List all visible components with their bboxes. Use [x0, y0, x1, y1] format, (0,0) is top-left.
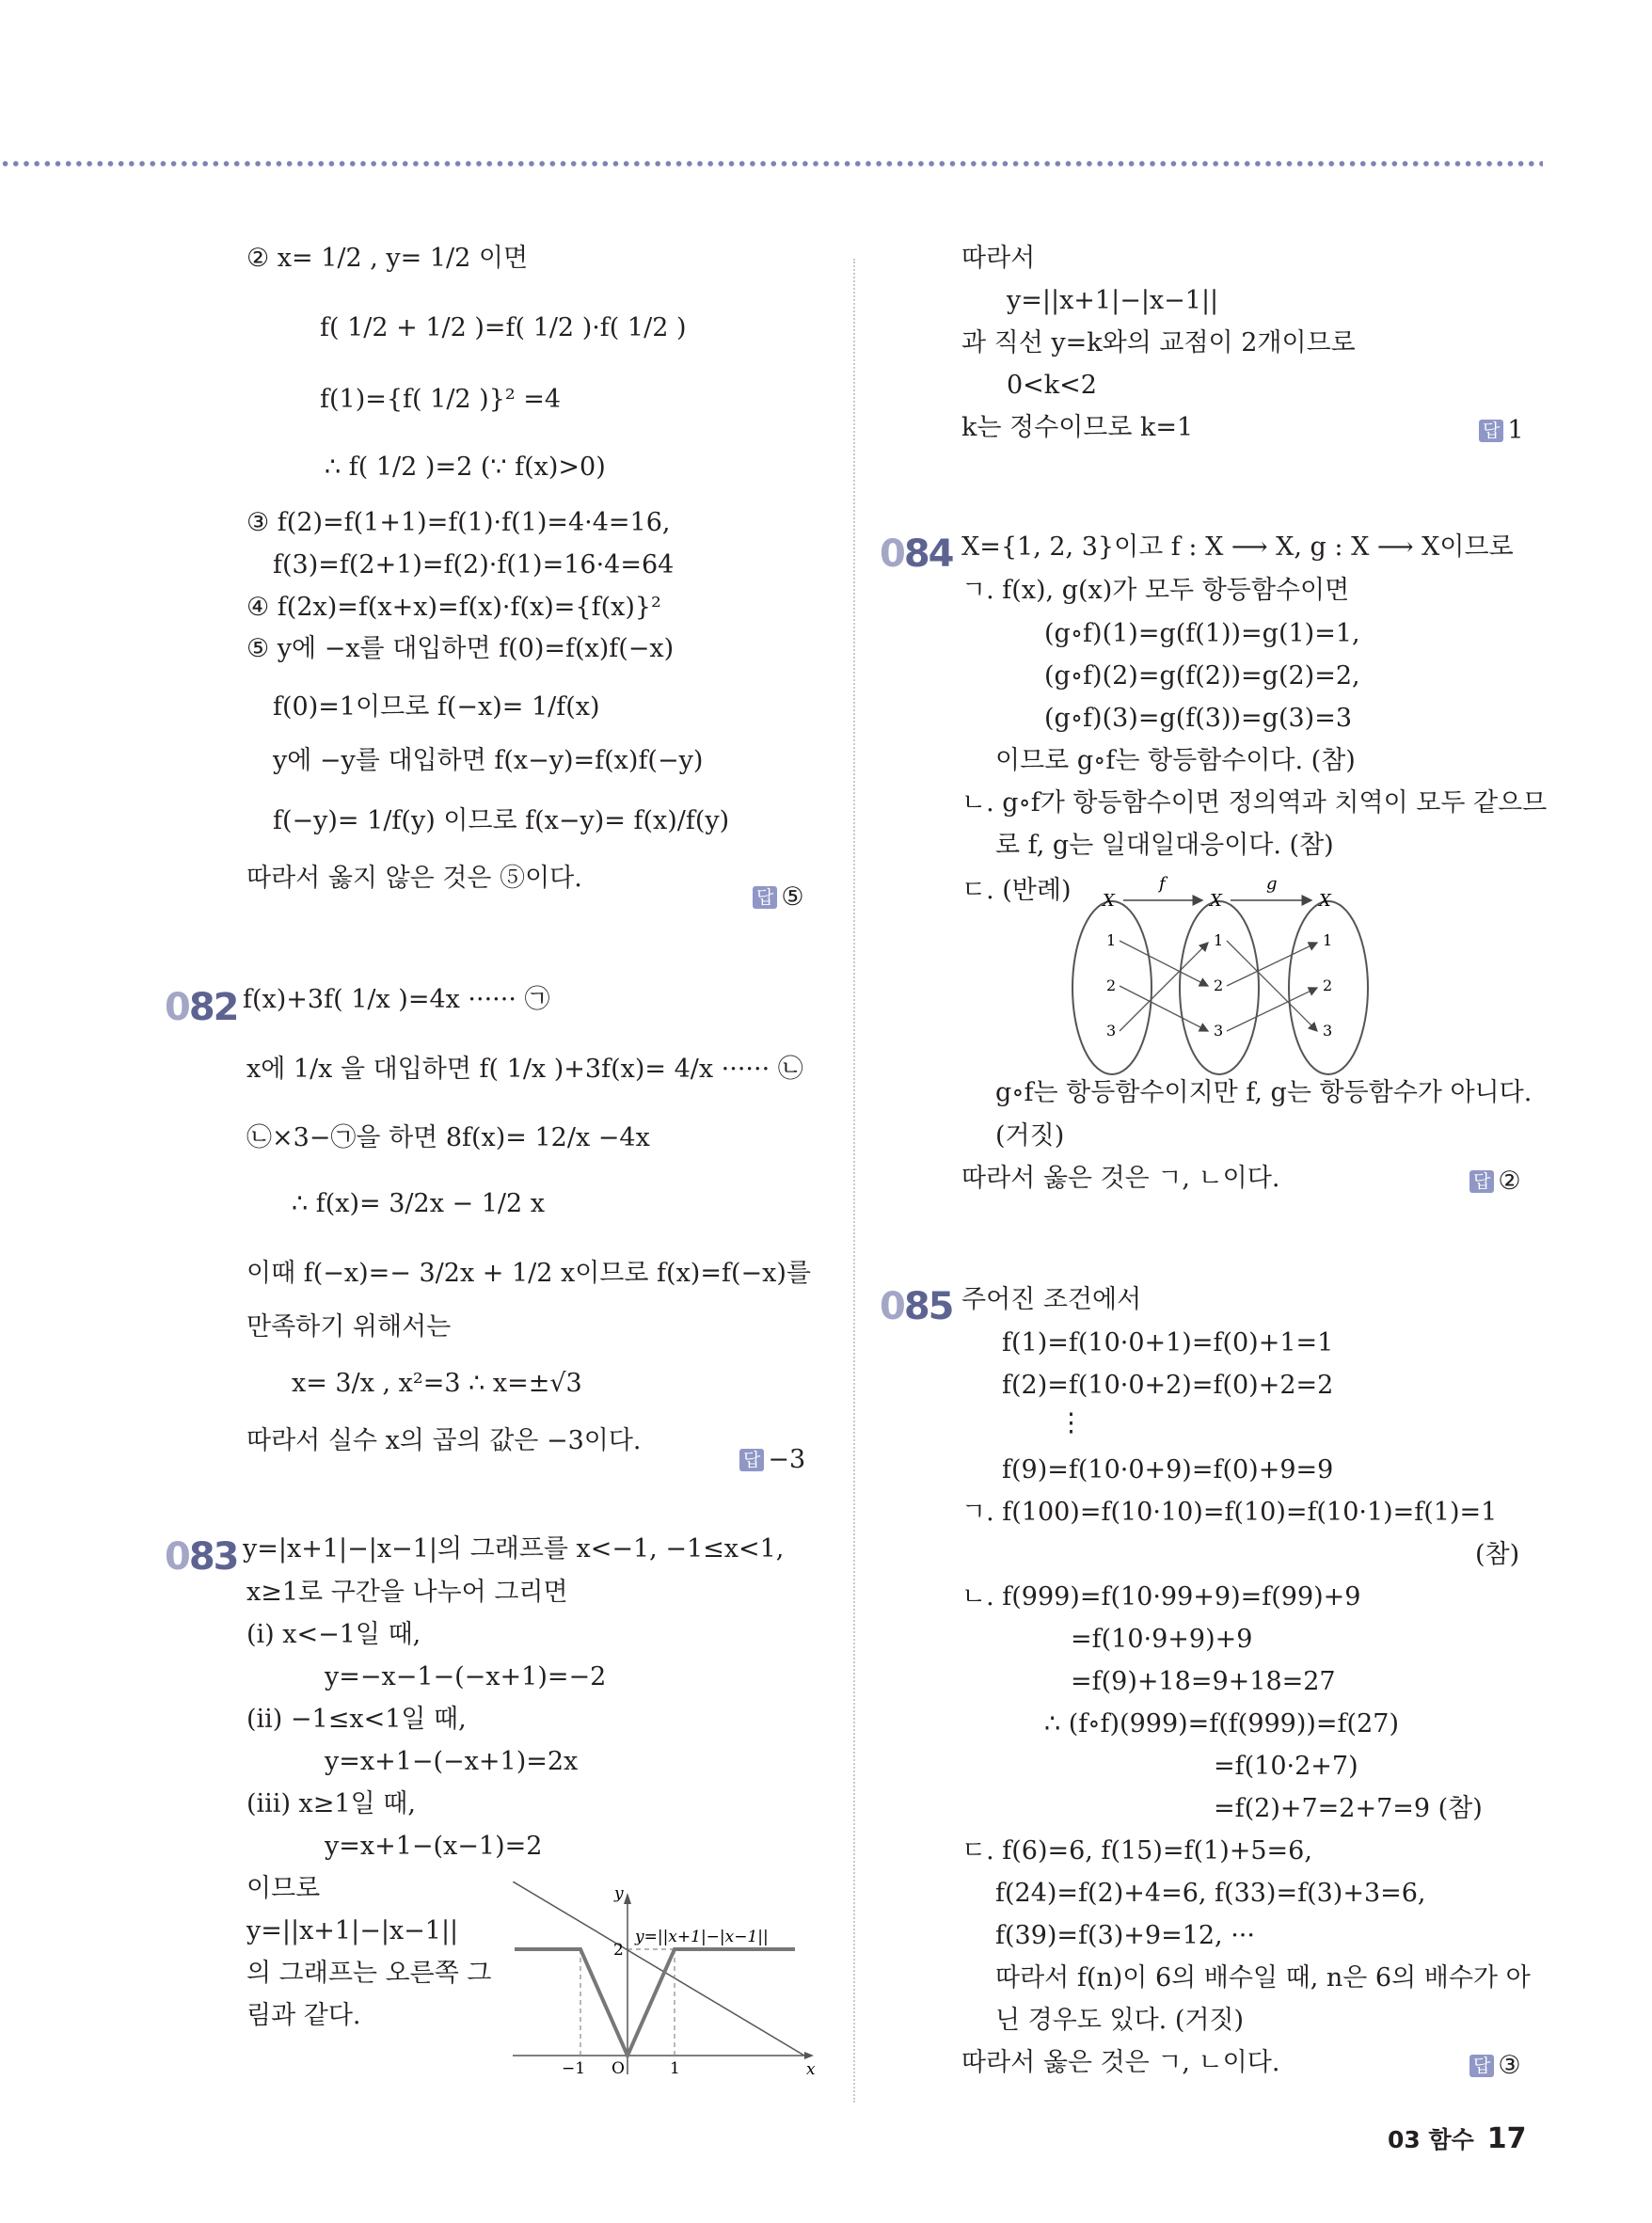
- problem-number-082: 082: [165, 986, 238, 1029]
- graph-y-label: y: [614, 1884, 624, 1903]
- p083-cont-line: 0<k<2: [1007, 371, 1097, 400]
- p081-line: ④ f(2x)=f(x+x)=f(x)·f(x)={f(x)}²: [246, 593, 661, 622]
- p083-line: y=|x+1|−|x−1|의 그래프를 x<−1, −1≤x<1,: [243, 1534, 785, 1564]
- svg-text:2: 2: [1214, 977, 1224, 994]
- p084-line: ㄷ. (반례): [961, 876, 1072, 905]
- p084-line: (거짓): [995, 1121, 1065, 1151]
- p082-line: x= 3/x , x²=3 ∴ x=±√3: [292, 1369, 582, 1398]
- svg-text:3: 3: [1323, 1022, 1333, 1040]
- page-footer: [1388, 2121, 1527, 2155]
- svg-text:1: 1: [1214, 931, 1224, 949]
- p081-line: f(0)=1이므로 f(−x)= 1/f(x): [273, 692, 600, 722]
- p083-line: 이므로: [246, 1874, 321, 1903]
- p084-line: 따라서 옳은 것은 ㄱ, ㄴ이다.: [961, 1164, 1280, 1193]
- answer-084: 답 ②: [1469, 1166, 1521, 1198]
- footer-chapter: 03 함수: [1388, 2126, 1474, 2153]
- graph-tick-neg1: −1: [562, 2059, 586, 2078]
- graph-x-label: x: [806, 2060, 816, 2079]
- p085-line: 따라서 f(n)이 6의 배수일 때, n은 6의 배수가 아: [995, 1963, 1531, 1993]
- problem-number-083: 083: [165, 1535, 238, 1579]
- graph-tick-1: 1: [670, 2059, 680, 2078]
- p083-cont-line: k는 정수이므로 k=1: [961, 413, 1194, 442]
- svg-text:1: 1: [1323, 931, 1333, 949]
- problem-number-084: 084: [880, 532, 953, 576]
- p085-line: f(39)=f(3)+9=12, ···: [995, 1921, 1255, 1950]
- svg-text:3: 3: [1214, 1022, 1224, 1040]
- p085-line: ㄴ. f(999)=f(10·99+9)=f(99)+9: [961, 1582, 1361, 1612]
- p085-line: =f(10·2+7): [1214, 1752, 1358, 1781]
- p082-line: ∴ f(x)= 3/2x − 1/2 x: [292, 1189, 545, 1218]
- graph-origin: O: [612, 2059, 625, 2078]
- p081-line: 따라서 옳지 않은 것은 ⑤이다.: [246, 864, 582, 893]
- top-dotted-rule: [0, 158, 1543, 169]
- p081-line: ∴ f( 1/2 )=2 (∵ f(x)>0): [325, 453, 606, 482]
- p085-line: =f(9)+18=9+18=27: [1071, 1667, 1336, 1696]
- p085-line: 닌 경우도 있다. (거짓): [995, 2006, 1245, 2035]
- answer-081: 답 ⑤: [753, 881, 804, 913]
- p082-line: 만족하기 위해서는: [246, 1312, 452, 1342]
- p084-line: ㄴ. g∘f가 항등함수이면 정의역과 치역이 모두 같으므: [961, 788, 1548, 818]
- svg-text:2: 2: [1106, 977, 1117, 994]
- p085-line: ∴ (f∘f)(999)=f(f(999))=f(27): [1044, 1709, 1399, 1739]
- p083-cont-line: 따라서: [961, 244, 1036, 273]
- p084-line: (g∘f)(1)=g(f(1))=g(1)=1,: [1044, 619, 1360, 648]
- p081-line: ⑤ y에 −x를 대입하면 f(0)=f(x)f(−x): [246, 634, 675, 663]
- p083-line: 의 그래프는 오른쪽 그: [246, 1959, 492, 1988]
- p085-line: ⋮: [1058, 1408, 1084, 1437]
- p081-line: f( 1/2 + 1/2 )=f( 1/2 )·f( 1/2 ): [320, 313, 687, 342]
- p082-line: ㉡×3−㉠을 하면 8f(x)= 12/x −4x: [246, 1123, 650, 1152]
- p084-line: (g∘f)(3)=g(f(3))=g(3)=3: [1044, 704, 1352, 733]
- p083-line: 림과 같다.: [246, 2001, 361, 2030]
- p082-line: x에 1/x 을 대입하면 f( 1/x )+3f(x)= 4/x ······ ㉡: [246, 1055, 803, 1084]
- svg-text:f: f: [1159, 874, 1166, 894]
- p085-line: =f(10·9+9)+9: [1071, 1625, 1253, 1654]
- graph-tick-2: 2: [613, 1941, 624, 1960]
- p081-line: f(1)={f( 1/2 )}² =4: [320, 385, 562, 414]
- p084-line: X={1, 2, 3}이고 f : X ⟶ X, g : X ⟶ X이므로: [961, 532, 1514, 562]
- p083-line: (ⅱ) −1≤x<1일 때,: [246, 1705, 467, 1734]
- p083-line: (ⅰ) x<−1일 때,: [246, 1620, 421, 1649]
- p083-line: y=x+1−(−x+1)=2x: [325, 1747, 579, 1776]
- column-divider: [853, 259, 855, 2103]
- p085-line: f(24)=f(2)+4=6, f(33)=f(3)+3=6,: [995, 1879, 1426, 1908]
- p082-line: 따라서 실수 x의 곱의 값은 −3이다.: [246, 1426, 642, 1455]
- page-number: 17: [1486, 2122, 1527, 2155]
- p084-line: (g∘f)(2)=g(f(2))=g(2)=2,: [1044, 661, 1360, 691]
- graph-curve-label: y=||x+1|−|x−1||: [635, 1928, 769, 1946]
- p083-line: y=||x+1|−|x−1||: [246, 1916, 459, 1945]
- svg-text:X: X: [1103, 891, 1115, 911]
- problem-number-085: 085: [880, 1285, 953, 1328]
- p082-line: f(x)+3f( 1/x )=4x ······ ㉠: [243, 985, 550, 1014]
- p085-line: f(9)=f(10·0+9)=f(0)+9=9: [1002, 1455, 1334, 1485]
- mapping-diagram: [1063, 870, 1383, 1087]
- abs-value-graph: [513, 1882, 823, 2079]
- p083-line: y=−x−1−(−x+1)=−2: [325, 1662, 607, 1691]
- p081-line: ② x= 1/2 , y= 1/2 이면: [246, 244, 529, 273]
- p085-line: f(2)=f(10·0+2)=f(0)+2=2: [1002, 1371, 1334, 1400]
- answer-082: 답 −3: [739, 1444, 805, 1476]
- p082-line: 이때 f(−x)=− 3/2x + 1/2 x이므로 f(x)=f(−x)를: [246, 1259, 811, 1288]
- svg-text:2: 2: [1323, 977, 1333, 994]
- answer-085: 답 ③: [1469, 2050, 1521, 2082]
- svg-text:1: 1: [1106, 931, 1117, 949]
- p084-line: ㄱ. f(x), g(x)가 모두 항등함수이면: [961, 576, 1350, 605]
- svg-text:X: X: [1210, 891, 1222, 911]
- p081-line: f(3)=f(2+1)=f(2)·f(1)=16·4=64: [273, 550, 675, 580]
- p085-line: 주어진 조건에서: [961, 1285, 1142, 1314]
- p085-line: (참): [1475, 1540, 1520, 1569]
- p084-line: 로 f, g는 일대일대응이다. (참): [995, 831, 1334, 860]
- p083-line: (ⅲ) x≥1일 때,: [246, 1789, 416, 1818]
- p085-line: f(1)=f(10·0+1)=f(0)+1=1: [1002, 1328, 1334, 1358]
- p085-line: ㄱ. f(100)=f(10·10)=f(10)=f(10·1)=f(1)=1: [961, 1498, 1498, 1527]
- p081-line: f(−y)= 1/f(y) 이므로 f(x−y)= f(x)/f(y): [273, 806, 730, 835]
- p085-line: =f(2)+7=2+7=9 (참): [1214, 1794, 1483, 1823]
- graph-curve: [515, 1949, 795, 2056]
- svg-text:g: g: [1266, 874, 1278, 894]
- svg-text:X: X: [1319, 891, 1331, 911]
- p083-line: x≥1로 구간을 나누어 그리면: [246, 1578, 568, 1607]
- p083-line: y=x+1−(x−1)=2: [325, 1832, 543, 1861]
- p084-line: 이므로 g∘f는 항등함수이다. (참): [995, 746, 1356, 775]
- p081-line: y에 −y를 대입하면 f(x−y)=f(x)f(−y): [273, 746, 704, 775]
- p084-line: g∘f는 항등함수이지만 f, g는 항등함수가 아니다.: [995, 1078, 1533, 1107]
- p085-line: 따라서 옳은 것은 ㄱ, ㄴ이다.: [961, 2048, 1280, 2077]
- answer-083: 답 1: [1479, 415, 1524, 447]
- p081-line: ③ f(2)=f(1+1)=f(1)·f(1)=4·4=16,: [246, 508, 671, 537]
- p083-cont-line: 과 직선 y=k와의 교점이 2개이므로: [961, 328, 1356, 357]
- p083-cont-line: y=||x+1|−|x−1||: [1007, 286, 1219, 315]
- svg-text:3: 3: [1106, 1022, 1117, 1040]
- p085-line: ㄷ. f(6)=6, f(15)=f(1)+5=6,: [961, 1836, 1312, 1866]
